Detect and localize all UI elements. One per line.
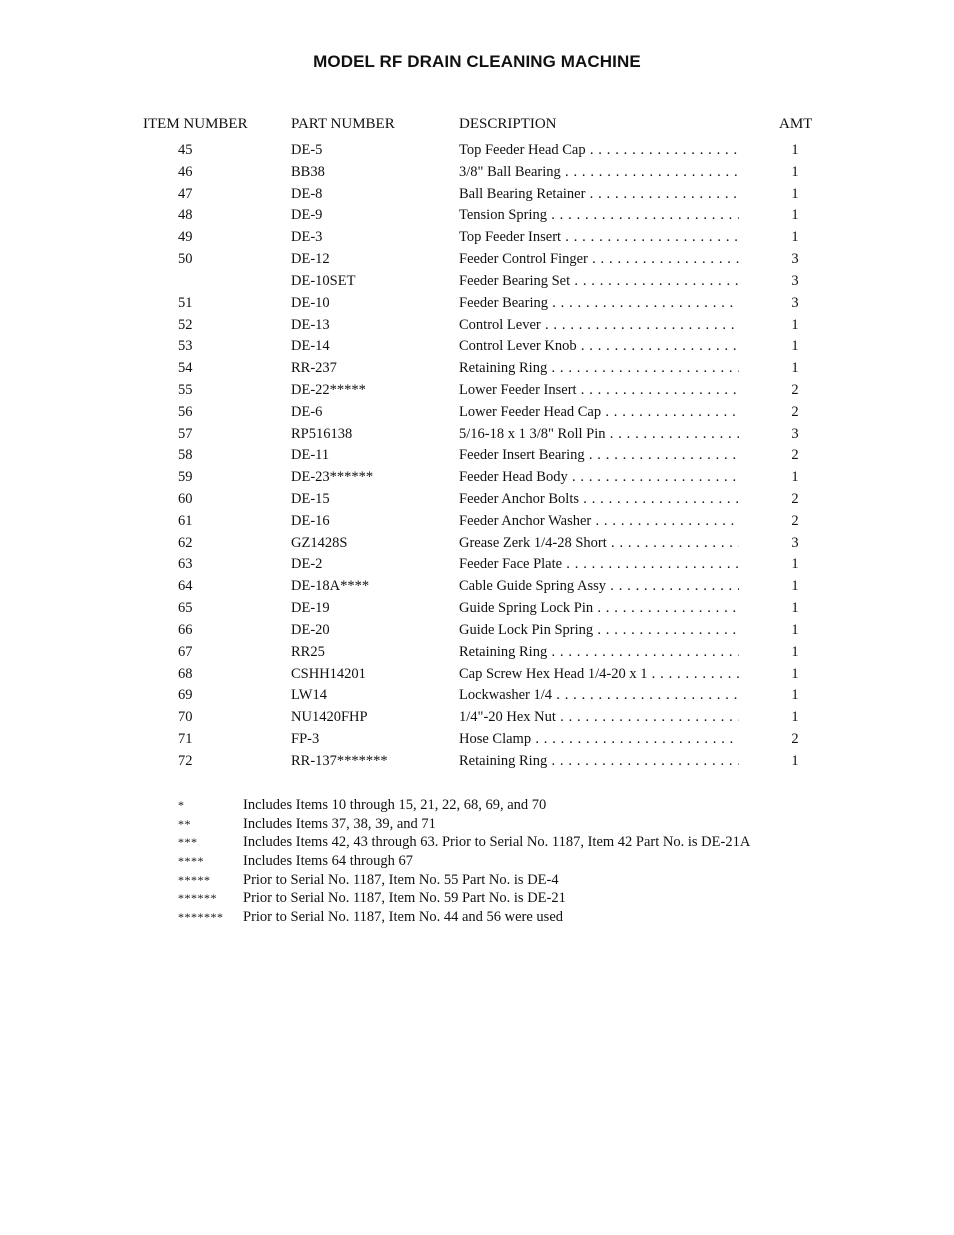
item-number-cell: 60	[178, 491, 193, 507]
item-number-cell: 58	[178, 447, 193, 464]
item-number-cell: 68	[178, 665, 193, 682]
description-cell: Cable Guide Spring Assy . . .	[459, 576, 739, 596]
part-number-cell: DE-2	[291, 556, 323, 573]
table-row	[0, 598, 954, 620]
description-cell: Top Feeder Head Cap . . .	[459, 140, 739, 160]
description-cell: Feeder Bearing Set . . .	[459, 271, 739, 291]
description-cell: Feeder Control Finger . . .	[459, 249, 739, 269]
table-row	[0, 620, 954, 642]
part-number-cell: DE-5	[291, 142, 323, 158]
item-number-cell: 61	[178, 512, 193, 529]
footnote-text: Prior to Serial No. 1187, Item No. 44 and 56 were used	[243, 909, 564, 926]
table-row	[0, 162, 954, 184]
table-row	[0, 664, 954, 686]
item-number-cell: 57	[178, 425, 193, 442]
footnotes	[0, 796, 954, 927]
amount-cell: 3	[791, 294, 799, 311]
part-number-cell: LW14	[291, 687, 327, 704]
item-number-cell: 51	[178, 294, 193, 311]
part-number-cell: DE-15	[291, 491, 330, 507]
amount-cell: 3	[791, 272, 799, 289]
footnote	[0, 852, 954, 871]
item-number-cell: 59	[178, 469, 193, 486]
part-number-cell: DE-10	[291, 294, 330, 311]
table-row	[0, 140, 954, 162]
item-number-cell: 67	[178, 643, 193, 660]
part-number-cell: RR25	[291, 643, 325, 660]
table-row	[0, 445, 954, 467]
footnote	[0, 796, 954, 815]
amount-cell: 1	[791, 469, 799, 486]
description-cell: Lockwasher 1/4 . . .	[459, 685, 739, 705]
description-cell: Guide Spring Lock Pin . . .	[459, 598, 739, 618]
item-number-cell: 54	[178, 360, 193, 377]
part-number-cell: NU1420FHP	[291, 709, 368, 726]
footnote	[0, 889, 954, 908]
description-cell: Hose Clamp . . .	[459, 729, 739, 749]
part-number-cell: DE-11	[291, 447, 330, 464]
description-cell: Cap Screw Hex Head 1/4-20 x 1 . . .	[459, 664, 739, 684]
item-number-cell: 65	[178, 600, 193, 617]
amount-cell: 2	[791, 730, 799, 747]
amount-cell: 1	[791, 142, 799, 158]
description-cell: 1/4"-20 Hex Nut . . .	[459, 707, 739, 727]
item-number-cell: 62	[178, 534, 193, 551]
amount-cell: 1	[791, 207, 799, 224]
header-item-number: ITEM NUMBER	[143, 116, 248, 132]
item-number-cell: 70	[178, 709, 193, 726]
table-row	[0, 424, 954, 446]
amount-cell: 1	[791, 163, 799, 180]
table-row	[0, 380, 954, 402]
amount-cell: 3	[791, 251, 799, 268]
part-number-cell: DE-13	[291, 316, 330, 333]
amount-cell: 1	[791, 600, 799, 617]
item-number-cell: 71	[178, 730, 193, 747]
item-number-cell: 66	[178, 621, 193, 638]
table-row	[0, 533, 954, 555]
item-number-cell: 48	[178, 207, 193, 224]
footnote-text: Prior to Serial No. 1187, Item No. 59 Part No. is DE-21	[243, 890, 566, 907]
amount-cell: 1	[791, 556, 799, 573]
description-cell: 3/8" Ball Bearing . . .	[459, 162, 739, 182]
part-number-cell: DE-6	[291, 403, 323, 420]
description-cell: Feeder Anchor Washer . . .	[459, 511, 739, 531]
item-number-cell: 50	[178, 251, 193, 268]
description-cell: Feeder Face Plate . . .	[459, 554, 739, 574]
amount-cell: 1	[791, 643, 799, 660]
item-number-cell: 56	[178, 403, 193, 420]
description-cell: Retaining Ring . . .	[459, 358, 739, 378]
footnote-mark: ***	[178, 835, 198, 850]
description-cell: Feeder Bearing . . .	[459, 293, 739, 313]
table-row	[0, 729, 954, 751]
footnote	[0, 833, 954, 852]
amount-cell: 2	[791, 512, 799, 529]
amount-cell: 2	[791, 403, 799, 420]
description-cell: Lower Feeder Head Cap . . .	[459, 402, 739, 422]
amount-cell: 1	[791, 578, 799, 595]
table-row	[0, 184, 954, 206]
footnote-text: Includes Items 42, 43 through 63. Prior to Serial No. 1187, Item 42 Part No. is DE-21A	[243, 834, 751, 851]
part-number-cell: CSHH14201	[291, 665, 366, 682]
part-number-cell: RR-137*******	[291, 752, 388, 769]
part-number-cell: DE-10SET	[291, 272, 356, 289]
table-row	[0, 227, 954, 249]
description-cell: 5/16-18 x 1 3/8" Roll Pin . . .	[459, 424, 739, 444]
table-row	[0, 467, 954, 489]
table-row	[0, 751, 954, 773]
amount-cell: 1	[791, 316, 799, 333]
part-number-cell: RP516138	[291, 425, 353, 442]
description-cell: Ball Bearing Retainer . . .	[459, 184, 739, 204]
table-row	[0, 402, 954, 424]
amount-cell: 1	[791, 687, 799, 704]
item-number-cell: 53	[178, 338, 193, 355]
footnote-mark: *****	[178, 872, 211, 887]
part-number-cell: DE-9	[291, 207, 323, 224]
amount-cell: 1	[791, 665, 799, 682]
amount-cell: 1	[791, 621, 799, 638]
footnote-mark: *******	[178, 910, 224, 925]
amount-cell: 2	[791, 447, 799, 464]
item-number-cell: 64	[178, 578, 193, 595]
description-cell: Feeder Head Body . . .	[459, 467, 739, 487]
description-cell: Feeder Insert Bearing . . .	[459, 445, 739, 465]
item-number-cell: 47	[178, 185, 193, 202]
table-header	[0, 116, 954, 136]
table-row	[0, 511, 954, 533]
footnote-text: Includes Items 10 through 15, 21, 22, 68, 69, and 70	[243, 797, 547, 813]
footnote	[0, 908, 954, 927]
footnote-text: Includes Items 64 through 67	[243, 853, 413, 870]
description-cell: Tension Spring . . .	[459, 205, 739, 225]
description-cell: Grease Zerk 1/4-28 Short . . .	[459, 533, 739, 553]
part-number-cell: DE-12	[291, 251, 330, 268]
item-number-cell: 46	[178, 163, 193, 180]
footnote-mark: *	[178, 798, 185, 812]
table-row	[0, 315, 954, 337]
amount-cell: 2	[791, 491, 799, 507]
part-number-cell: DE-16	[291, 512, 330, 529]
part-number-cell: DE-19	[291, 600, 330, 617]
description-cell: Retaining Ring . . .	[459, 642, 739, 662]
part-number-cell: DE-3	[291, 229, 323, 246]
part-number-cell: RR-237	[291, 360, 337, 377]
table-row	[0, 336, 954, 358]
item-number-cell: 55	[178, 381, 193, 398]
item-number-cell: 63	[178, 556, 193, 573]
table-row	[0, 205, 954, 227]
item-number-cell: 45	[178, 142, 193, 158]
item-number-cell: 72	[178, 752, 193, 769]
table-row	[0, 271, 954, 293]
table-row	[0, 293, 954, 315]
part-number-cell: DE-23******	[291, 469, 374, 486]
item-number-cell: 49	[178, 229, 193, 246]
parts-table	[0, 140, 954, 773]
table-row	[0, 249, 954, 271]
part-number-cell: DE-8	[291, 185, 323, 202]
amount-cell: 2	[791, 381, 799, 398]
part-number-cell: GZ1428S	[291, 534, 348, 551]
part-number-cell: DE-20	[291, 621, 330, 638]
amount-cell: 1	[791, 360, 799, 377]
description-cell: Top Feeder Insert . . .	[459, 227, 739, 247]
footnote-mark: **	[178, 816, 191, 831]
footnote	[0, 871, 954, 890]
amount-cell: 1	[791, 185, 799, 202]
table-row	[0, 576, 954, 598]
description-cell: Lower Feeder Insert . . .	[459, 380, 739, 400]
header-part-number: PART NUMBER	[291, 116, 395, 132]
amount-cell: 3	[791, 425, 799, 442]
page-title: MODEL RF DRAIN CLEANING MACHINE	[313, 52, 641, 71]
header-description: DESCRIPTION	[459, 116, 557, 132]
part-number-cell: DE-18A****	[291, 578, 370, 595]
table-row	[0, 489, 954, 511]
footnote-mark: ******	[178, 891, 217, 906]
amount-cell: 1	[791, 709, 799, 726]
part-number-cell: FP-3	[291, 730, 320, 747]
item-number-cell: 69	[178, 687, 193, 704]
table-row	[0, 707, 954, 729]
footnote-text: Includes Items 37, 38, 39, and 71	[243, 815, 436, 832]
amount-cell: 1	[791, 229, 799, 246]
description-cell: Retaining Ring . . .	[459, 751, 739, 771]
footnote-mark: ****	[178, 854, 204, 869]
description-cell: Feeder Anchor Bolts . . .	[459, 489, 739, 509]
amount-cell: 1	[791, 752, 799, 769]
description-cell: Control Lever . . .	[459, 315, 739, 335]
item-number-cell: 52	[178, 316, 193, 333]
description-cell: Control Lever Knob . . .	[459, 336, 739, 356]
table-row	[0, 554, 954, 576]
description-cell: Guide Lock Pin Spring . . .	[459, 620, 739, 640]
footnote	[0, 815, 954, 834]
part-number-cell: DE-14	[291, 338, 330, 355]
amount-cell: 1	[791, 338, 799, 355]
footnote-text: Prior to Serial No. 1187, Item No. 55 Part No. is DE-4	[243, 871, 559, 888]
part-number-cell: DE-22*****	[291, 381, 366, 398]
table-row	[0, 358, 954, 380]
table-row	[0, 685, 954, 707]
amount-cell: 3	[791, 534, 799, 551]
table-row	[0, 642, 954, 664]
header-amount: AMT	[779, 116, 813, 132]
part-number-cell: BB38	[291, 163, 325, 180]
